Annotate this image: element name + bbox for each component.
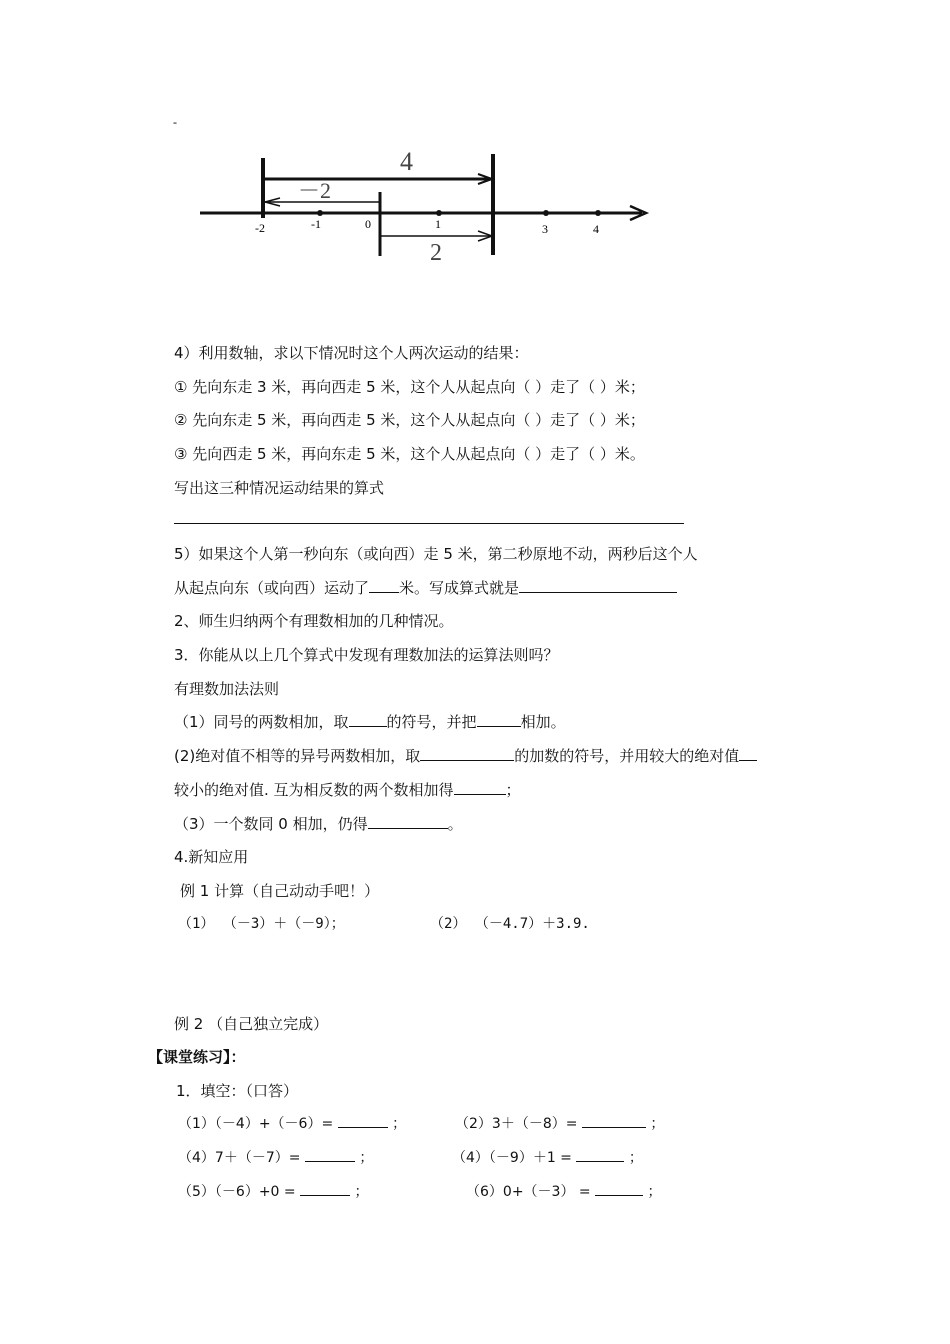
example-2: 例 2 （自己独立完成） <box>174 1015 329 1033</box>
rule-2-blank-1[interactable] <box>420 746 514 761</box>
section-2: 2、师生归纳两个有理数相加的几种情况。 <box>174 612 454 630</box>
rule-2b-text-b: ； <box>505 781 521 799</box>
rule-3 <box>174 813 463 834</box>
section-4: 4.新知应用 <box>174 848 249 866</box>
rule-1-blank-2[interactable] <box>477 712 521 727</box>
rule-title: 有理数加法法则 <box>174 680 280 698</box>
q4-case-2: ② 先向东走 5 米，再向西走 5 米，这个人从起点向（ ）走了（ ）米； <box>174 411 645 429</box>
rule-2-cont <box>174 779 521 800</box>
example-1-part-1: （1） （－3）＋（－9）； <box>178 916 345 932</box>
semicolon: ； <box>647 1184 662 1200</box>
rule-2-text-b: 的加数的符号，并用较大的绝对值 <box>514 747 740 765</box>
fill-row-1-left <box>178 1113 406 1133</box>
fill-1-expr: （1）（－4）+（－6）= <box>178 1116 334 1132</box>
fill-row-2-left <box>178 1147 373 1167</box>
fill-row-3-left <box>178 1181 369 1201</box>
top-mark: - <box>173 115 177 129</box>
rule-2-text-a: (2)绝对值不相等的异号两数相加，取 <box>174 747 421 765</box>
tick-dot <box>543 210 549 216</box>
semicolon: ； <box>392 1116 407 1132</box>
q5-blank-distance[interactable] <box>369 578 399 593</box>
fill-4-blank[interactable] <box>576 1147 624 1162</box>
q4-title: 4）利用数轴，求以下情况时这个人两次运动的结果： <box>174 344 529 362</box>
practice-title: 【课堂练习】： <box>148 1048 246 1066</box>
rule-1 <box>174 711 566 732</box>
tick-label: 0 <box>365 217 371 231</box>
tick-label: 1 <box>435 217 441 231</box>
example-1-part-2: （2） （－4.7）＋3.9. <box>430 916 590 932</box>
fill-1-blank[interactable] <box>338 1113 388 1128</box>
section-3: 3．你能从以上几个算式中发现有理数加法的运算法则吗？ <box>174 646 559 664</box>
fill-4-expr: （4）（－9）＋1 = <box>452 1150 572 1166</box>
example-1: 例 1 计算（自己动动手吧！） <box>180 882 380 900</box>
rule-3-blank[interactable] <box>368 814 448 829</box>
q5-text-a: 从起点向东（或向西）运动了 <box>174 579 370 597</box>
fill-title: 1．填空：（口答） <box>176 1082 299 1100</box>
fill-3-blank[interactable] <box>305 1147 355 1162</box>
rule-3-text-b: 。 <box>447 815 463 833</box>
q4-case-3: ③ 先向西走 5 米，再向东走 5 米，这个人从起点向（ ）走了（ ）米。 <box>174 445 645 463</box>
q5-line2 <box>174 577 677 598</box>
semicolon: ； <box>354 1184 369 1200</box>
rule-1-text-a: （1）同号的两数相加，取 <box>174 713 349 731</box>
fill-row-3-right <box>466 1181 662 1201</box>
tick-label: -1 <box>311 217 321 231</box>
rule-1-text-c: 相加。 <box>520 713 566 731</box>
rule-1-text-b: 的符号，并把 <box>386 713 477 731</box>
tick-label: 3 <box>542 222 548 236</box>
rule-3-text-a: （3）一个数同 0 相加，仍得 <box>174 815 368 833</box>
tick-label: 4 <box>593 222 599 236</box>
rule-1-blank-1[interactable] <box>349 712 387 727</box>
q5-text-b: 米。写成算式就是 <box>399 579 520 597</box>
rule-2 <box>174 745 757 766</box>
q4-case-1: ① 先向东走 3 米，再向西走 5 米，这个人从起点向（ ）走了（ ）米； <box>174 378 645 396</box>
fill-6-blank[interactable] <box>595 1181 643 1196</box>
arrow-label-4: 4 <box>400 147 413 176</box>
arrow-label-2: 2 <box>430 240 442 266</box>
fill-5-expr: （5）（－6）+0 = <box>178 1184 296 1200</box>
q5-blank-formula[interactable] <box>519 578 677 593</box>
tick-label: -2 <box>255 221 265 235</box>
tick-dot <box>595 210 601 216</box>
arrow-label-neg2: －2 <box>298 178 332 203</box>
fill-row-1-right <box>455 1113 664 1133</box>
fill-5-blank[interactable] <box>300 1181 350 1196</box>
fill-row-2-right <box>452 1147 643 1167</box>
tick-dot <box>317 210 323 216</box>
semicolon: ； <box>650 1116 665 1132</box>
q5-line1: 5）如果这个人第一秒向东（或向西）走 5 米，第二秒原地不动，两秒后这个人 <box>174 545 698 563</box>
fill-6-expr: （6）0+（－3） = <box>466 1184 591 1200</box>
semicolon: ； <box>628 1150 643 1166</box>
semicolon: ； <box>359 1150 374 1166</box>
rule-2b-blank[interactable] <box>454 780 506 795</box>
tick-dot <box>436 210 442 216</box>
rule-2-blank-2[interactable] <box>739 746 757 761</box>
fill-3-expr: （4）7＋（－7）= <box>178 1150 301 1166</box>
number-line-diagram <box>160 110 670 270</box>
fill-2-expr: （2）3＋（－8）= <box>455 1116 578 1132</box>
formula-answer-line[interactable] <box>174 523 684 524</box>
q4-formula-prompt: 写出这三种情况运动结果的算式 <box>174 479 385 497</box>
rule-2b-text-a: 较小的绝对值. 互为相反数的两个数相加得 <box>174 781 454 799</box>
fill-2-blank[interactable] <box>582 1113 646 1128</box>
